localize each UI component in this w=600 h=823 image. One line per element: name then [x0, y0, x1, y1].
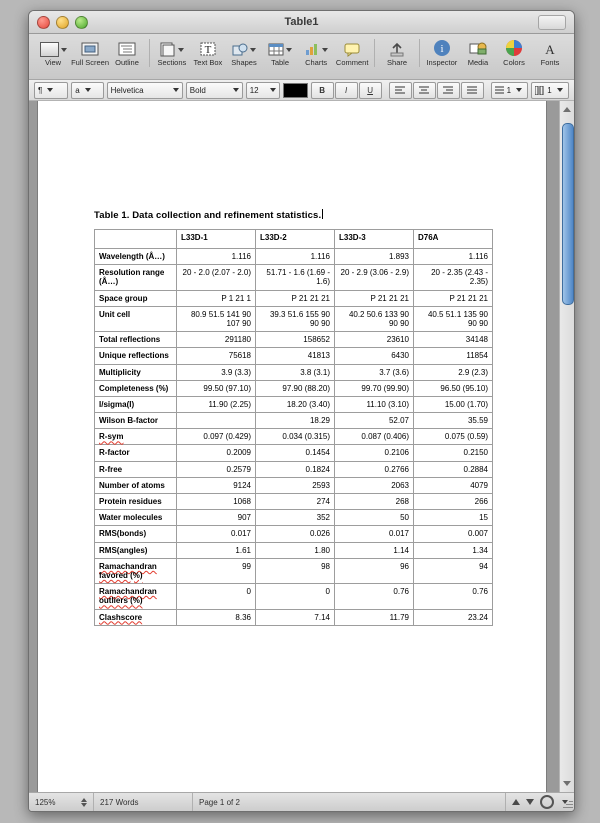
table-row — [95, 249, 493, 265]
table-cell: 0.034 (0.315) — [256, 429, 335, 445]
toolbar-item-sections[interactable] — [154, 37, 190, 67]
table-cell: 0.76 — [414, 584, 493, 609]
table-row — [95, 558, 493, 583]
toolbar-label: View — [44, 58, 62, 67]
table-icon — [268, 37, 292, 57]
table-cell: 96 — [335, 558, 414, 583]
table-cell: 2.9 (2.3) — [414, 364, 493, 380]
row-label: Ramachandran outliers (%) — [95, 584, 177, 609]
shapes-icon — [232, 37, 256, 57]
row-label: Total reflections — [95, 332, 177, 348]
toolbar-item-media[interactable] — [460, 37, 496, 67]
toolbar-item-table[interactable] — [262, 37, 298, 67]
zoom-stepper-icon[interactable] — [81, 798, 87, 807]
document-window — [28, 10, 575, 812]
table-cell: 99.50 (97.10) — [177, 380, 256, 396]
table-cell: 99 — [177, 558, 256, 583]
toolbar-item-share[interactable] — [379, 37, 415, 67]
page-canvas[interactable] — [29, 101, 559, 792]
row-label: Unit cell — [95, 306, 177, 331]
table-cell: 0.2150 — [414, 445, 493, 461]
paragraph-style-menu[interactable] — [34, 82, 68, 99]
align-left-button[interactable] — [389, 82, 412, 99]
table-row — [95, 396, 493, 412]
media-icon — [469, 37, 487, 57]
line-spacing-menu[interactable] — [491, 82, 529, 99]
row-label: R-factor — [95, 445, 177, 461]
scroll-up-arrow[interactable] — [563, 107, 571, 112]
main-toolbar — [29, 34, 574, 80]
table-header-row — [95, 230, 493, 249]
align-center-button[interactable] — [413, 82, 436, 99]
table-cell: 0.2106 — [335, 445, 414, 461]
text-color-swatch[interactable] — [283, 83, 308, 98]
table-cell: 15.00 (1.70) — [414, 396, 493, 412]
svg-text:T: T — [204, 44, 212, 56]
table-row — [95, 584, 493, 609]
table-cell: 40.5 51.1 135 90 90 90 — [414, 306, 493, 331]
table-row — [95, 477, 493, 493]
word-count: 217 Words — [94, 793, 193, 811]
zoom-value: 125% — [35, 797, 56, 807]
row-label: Clashscore — [95, 609, 177, 625]
charts-icon — [304, 37, 328, 57]
toolbar-item-comment[interactable] — [334, 37, 370, 67]
table-cell: 1.116 — [256, 249, 335, 265]
textbox-icon — [200, 37, 216, 57]
view-icon — [40, 37, 67, 57]
row-label: Multiplicity — [95, 364, 177, 380]
header-cell-l33d1: L33D-1 — [177, 230, 256, 249]
table-cell: 0.007 — [414, 526, 493, 542]
table-cell: 23610 — [335, 332, 414, 348]
table-cell: 51.71 - 1.6 (1.69 - 1.6) — [256, 265, 335, 290]
document-area — [29, 101, 574, 792]
table-cell: 1.893 — [335, 249, 414, 265]
page-info: Page 1 of 2 — [193, 793, 506, 811]
italic-button[interactable]: I — [335, 82, 358, 99]
row-label: Protein residues — [95, 494, 177, 510]
table-row — [95, 526, 493, 542]
minimize-button[interactable] — [56, 16, 69, 29]
table-cell: 2593 — [256, 477, 335, 493]
table-cell: 291180 — [177, 332, 256, 348]
toolbar-divider — [374, 39, 375, 67]
table-row — [95, 494, 493, 510]
table-row — [95, 265, 493, 290]
toolbar-item-outline[interactable] — [109, 37, 145, 67]
line-spacing-value: 1 — [506, 85, 512, 95]
toolbar-label: Shapes — [231, 58, 257, 67]
header-cell-d76a: D76A — [414, 230, 493, 249]
toolbar-item-charts[interactable] — [298, 37, 334, 67]
font-family-value: Helvetica — [110, 85, 144, 95]
table-cell: 0.075 (0.59) — [414, 429, 493, 445]
table-cell: 34148 — [414, 332, 493, 348]
font-size-menu[interactable] — [246, 82, 280, 99]
toolbar-item-view[interactable] — [35, 37, 71, 67]
table-cell: 352 — [256, 510, 335, 526]
underline-button[interactable]: U — [359, 82, 382, 99]
align-right-button[interactable] — [437, 82, 460, 99]
row-label: Water molecules — [95, 510, 177, 526]
table-cell: 0.1824 — [256, 461, 335, 477]
bold-button[interactable]: B — [311, 82, 334, 99]
table-cell: 35.59 — [414, 413, 493, 429]
table-row — [95, 380, 493, 396]
status-bar — [29, 792, 574, 811]
toolbar-label: Fonts — [540, 58, 560, 67]
toolbar-label: Inspector — [426, 58, 458, 67]
table-cell: P 21 21 21 — [256, 290, 335, 306]
row-label: R-free — [95, 461, 177, 477]
row-label: Wilson B-factor — [95, 413, 177, 429]
toolbar-label: Media — [467, 58, 489, 67]
table-caption — [94, 209, 323, 221]
toolbar-toggle-button[interactable] — [538, 15, 566, 30]
table-cell: 1.116 — [414, 249, 493, 265]
format-bar — [29, 80, 574, 101]
window-title: Table1 — [284, 16, 319, 28]
share-icon — [389, 37, 405, 57]
table-cell: 98 — [256, 558, 335, 583]
table-cell: 0.76 — [335, 584, 414, 609]
table-cell: 39.3 51.6 155 90 90 90 — [256, 306, 335, 331]
header-cell-l33d2: L33D-2 — [256, 230, 335, 249]
table-cell: 6430 — [335, 348, 414, 364]
table-cell: 18.20 (3.40) — [256, 396, 335, 412]
font-style-value: Bold — [189, 85, 206, 95]
statistics-table[interactable] — [94, 229, 493, 626]
toolbar-item-text-box[interactable] — [190, 37, 226, 67]
table-cell: 23.24 — [414, 609, 493, 625]
align-justify-button[interactable] — [461, 82, 484, 99]
row-label: Number of atoms — [95, 477, 177, 493]
table-cell: 0.2766 — [335, 461, 414, 477]
toolbar-item-colors[interactable] — [496, 37, 532, 67]
toolbar-divider — [149, 39, 150, 67]
table-cell: 0.2579 — [177, 461, 256, 477]
table-body — [95, 249, 493, 626]
row-label: Space group — [95, 290, 177, 306]
table-cell: 0.026 — [256, 526, 335, 542]
table-cell: 41813 — [256, 348, 335, 364]
table-cell: 94 — [414, 558, 493, 583]
font-family-menu[interactable] — [107, 82, 183, 99]
close-button[interactable] — [37, 16, 50, 29]
header-cell-blank — [95, 230, 177, 249]
table-cell: P 21 21 21 — [335, 290, 414, 306]
table-cell: 3.9 (3.3) — [177, 364, 256, 380]
table-cell: 1.116 — [177, 249, 256, 265]
row-label: Wavelength (Å…) — [95, 249, 177, 265]
table-cell: 1.14 — [335, 542, 414, 558]
columns-menu[interactable] — [531, 82, 569, 99]
row-label: Completeness (%) — [95, 380, 177, 396]
table-cell: 20 - 2.0 (2.07 - 2.0) — [177, 265, 256, 290]
table-cell: 99.70 (99.90) — [335, 380, 414, 396]
table-cell: 9124 — [177, 477, 256, 493]
resize-handle[interactable] — [561, 798, 573, 810]
toolbar-label: Sections — [157, 58, 187, 67]
zoom-control[interactable] — [29, 793, 94, 811]
gear-icon[interactable] — [540, 795, 554, 809]
title-bar[interactable] — [29, 11, 574, 34]
table-cell: 1.61 — [177, 542, 256, 558]
zoom-button[interactable] — [75, 16, 88, 29]
table-cell: 11854 — [414, 348, 493, 364]
table-row — [95, 290, 493, 306]
row-label: I/sigma(I) — [95, 396, 177, 412]
table-cell: 0.017 — [177, 526, 256, 542]
svg-text:i: i — [440, 43, 444, 55]
table-row — [95, 542, 493, 558]
vertical-scrollbar[interactable] — [559, 101, 574, 792]
list-style-value: a — [75, 85, 80, 95]
svg-text:A: A — [545, 42, 555, 57]
toolbar-label: Colors — [503, 58, 525, 67]
row-label: R-sym — [95, 429, 177, 445]
table-row — [95, 609, 493, 625]
table-cell: 50 — [335, 510, 414, 526]
table-cell: 11.79 — [335, 609, 414, 625]
table-cell: 20 - 2.9 (3.06 - 2.9) — [335, 265, 414, 290]
table-row — [95, 461, 493, 477]
paragraph-style-value: ¶ — [38, 85, 43, 95]
row-label: RMS(angles) — [95, 542, 177, 558]
table-cell: 0.087 (0.406) — [335, 429, 414, 445]
table-cell: 20 - 2.35 (2.43 - 2.35) — [414, 265, 493, 290]
fonts-icon — [541, 37, 559, 57]
window-controls — [37, 16, 88, 29]
table-cell: 3.7 (3.6) — [335, 364, 414, 380]
toolbar-label: Charts — [305, 58, 328, 67]
table-row — [95, 413, 493, 429]
table-cell: 0.097 (0.429) — [177, 429, 256, 445]
table-cell: 96.50 (95.10) — [414, 380, 493, 396]
header-cell-l33d3: L33D-3 — [335, 230, 414, 249]
table-cell: 4079 — [414, 477, 493, 493]
row-label: Unique reflections — [95, 348, 177, 364]
table-row — [95, 429, 493, 445]
table-cell: 97.90 (88.20) — [256, 380, 335, 396]
columns-value: 1 — [547, 85, 552, 95]
scrollbar-thumb[interactable] — [562, 123, 574, 305]
fullscreen-icon — [81, 37, 99, 57]
table-cell: 266 — [414, 494, 493, 510]
row-label: Ramachandran favored (%) — [95, 558, 177, 583]
list-style-menu[interactable] — [71, 82, 103, 99]
table-cell: 80.9 51.5 141 90 107 90 — [177, 306, 256, 331]
table-cell: P 21 21 21 — [414, 290, 493, 306]
row-label: Resolution range (Å…) — [95, 265, 177, 290]
table-cell: 40.2 50.6 133 90 90 90 — [335, 306, 414, 331]
table-row — [95, 364, 493, 380]
table-cell — [177, 413, 256, 429]
toolbar-label: Table — [271, 58, 290, 67]
table-cell: 3.8 (3.1) — [256, 364, 335, 380]
toolbar-label: Text Box — [193, 58, 223, 67]
outline-icon — [118, 37, 136, 57]
toolbar-divider — [419, 39, 420, 67]
table-cell: 0.017 — [335, 526, 414, 542]
table-cell: 0.2009 — [177, 445, 256, 461]
toolbar-label: Share — [387, 58, 408, 67]
table-row — [95, 332, 493, 348]
table-cell: 75618 — [177, 348, 256, 364]
table-cell: 11.10 (3.10) — [335, 396, 414, 412]
document-page[interactable] — [37, 101, 547, 792]
next-page-icon[interactable] — [526, 799, 534, 805]
row-label: RMS(bonds) — [95, 526, 177, 542]
toolbar-label: Full Screen — [71, 58, 109, 67]
table-row — [95, 306, 493, 331]
table-row — [95, 510, 493, 526]
toolbar-label: Outline — [115, 58, 139, 67]
table-cell: 11.90 (2.25) — [177, 396, 256, 412]
table-row — [95, 348, 493, 364]
table-cell: 274 — [256, 494, 335, 510]
toolbar-label: Comment — [335, 58, 369, 67]
table-cell: 52.07 — [335, 413, 414, 429]
table-cell: 158652 — [256, 332, 335, 348]
table-cell: 0.1454 — [256, 445, 335, 461]
toolbar-item-inspector[interactable] — [424, 37, 460, 67]
table-caption-text: Table 1. Data collection and refinement statistics. — [94, 210, 322, 221]
table-cell: P 1 21 1 — [177, 290, 256, 306]
inspector-icon — [433, 37, 451, 57]
toolbar-item-full-screen[interactable] — [71, 37, 109, 67]
table-cell: 0 — [256, 584, 335, 609]
table-cell: 268 — [335, 494, 414, 510]
toolbar-item-fonts[interactable] — [532, 37, 568, 67]
table-cell: 907 — [177, 510, 256, 526]
previous-page-icon[interactable] — [512, 799, 520, 805]
table-cell: 7.14 — [256, 609, 335, 625]
toolbar-item-shapes[interactable] — [226, 37, 262, 67]
table-cell: 1.34 — [414, 542, 493, 558]
table-cell: 0 — [177, 584, 256, 609]
table-row — [95, 445, 493, 461]
font-style-menu[interactable] — [186, 82, 243, 99]
table-cell: 18.29 — [256, 413, 335, 429]
table-cell: 8.36 — [177, 609, 256, 625]
table-cell: 1.80 — [256, 542, 335, 558]
comment-icon — [344, 37, 360, 57]
table-cell: 2063 — [335, 477, 414, 493]
text-cursor — [322, 209, 323, 219]
font-size-value: 12 — [249, 85, 259, 95]
table-cell: 0.2884 — [414, 461, 493, 477]
sections-icon — [160, 37, 184, 57]
scroll-down-arrow[interactable] — [563, 781, 571, 786]
colors-icon — [505, 37, 523, 57]
table-cell: 1068 — [177, 494, 256, 510]
table-cell: 15 — [414, 510, 493, 526]
